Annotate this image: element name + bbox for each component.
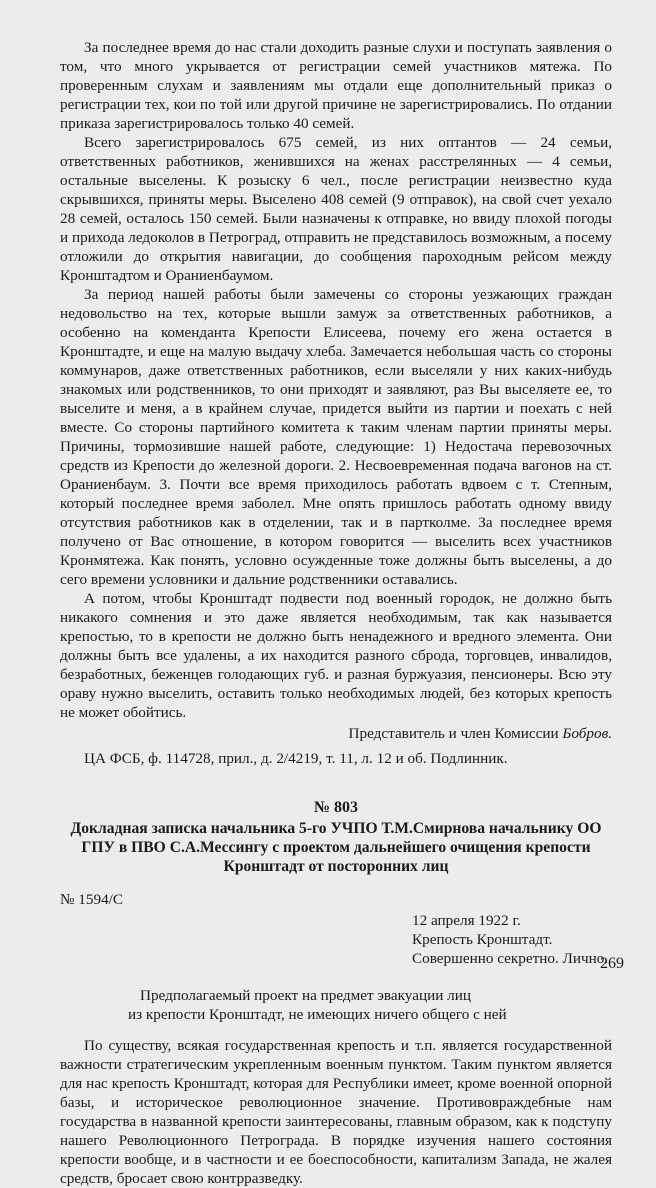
paragraph-5: По существу, всякая государственная крепость и т.п. является государственной важности стратегическим укрепленным военным пунктом. Таким пунктом является для нас крепость Кронштадт, которая для Республики имеет, кроме военной опорной базы, и историческое революционное значение. Противовраждебные нам государства в названной крепости заинтересованы, главным образом, как к подступу нашего Революционного Петрограда. В порядке изучения нашего состояния крепости вообще, и в частности и ее боеспособности, капитализм Запада, не жалея средств, бросает свою контрразведку. [60,1037,612,1187]
paragraph-4: А потом, чтобы Кронштадт подвести под военный городок, не должно быть никакого сомнения и это даже является необходимым, так как называется крепостью, то в крепости не должно быть ненадежного и вредного элемента. Они должны быть все удалены, а их находится разного сброда, торговцев, инвалидов, безработных, беженцев голодающих губ. и разная буржуазия, пенсионеры. Всю эту ораву нужно выселить, оставить только необходимых людей, без которых крепость не может обойтись. [60,590,612,721]
signature-name: Бобров. [562,725,612,742]
registration-number: № 1594/С [60,891,124,908]
signature-text: Представитель и член Комиссии [348,725,563,742]
document-title: Докладная записка начальника 5-го УЧПО Т.М.Смирнова начальнику ОО ГПУ в ПВО С.А.Мессингу с проектом дальнейшего очищения крепости Кронштадт от посторонних лиц [70,820,602,875]
project-heading-line-1: Предполагаемый проект на предмет эвакуации лиц [140,987,471,1004]
page-number: 269 [600,955,624,972]
signature [60,724,612,743]
secrecy-stamp: Совершенно секретно. Лично. [412,950,609,967]
archive-source: ЦА ФСБ, ф. 114728, прил., д. 2/4219, т. 11, л. 12 и об. Подлинник. [84,750,508,767]
document-number: № 803 [313,799,359,816]
document-place: Крепость Кронштадт. [412,931,553,948]
project-heading [60,986,612,1024]
document-date: 12 апреля 1922 г. [412,912,521,929]
document-meta [60,911,612,968]
paragraph-2: Всего зарегистрировалось 675 семей, из них оптантов — 24 семьи, ответственных работников, женившихся на женах расстрелянных — 4 семьи, остальные выселены. К розыску 6 чел., после регистрации неизвестно куда скрывшихся, приняты меры. Выселено 408 семей (9 отправок), на свой счет уехало 28 семей, осталось 150 семей. Были назначены к отправке, но ввиду плохой погоды и прихода ледоколов в Петроград, отправить не представилось возможным, а посему отложили до открытия навигации, до сообщения пароходным рейсом между Кронштадтом и Ораниенбаумом. [60,134,612,284]
paragraph-3: За период нашей работы были замечены со стороны уезжающих граждан недовольство на тех, которые вышли замуж за ответственных работников, а особенно на коменданта Крепости Елисеева, почему его жена остается в Кронштадте, и еще на малую выдачу хлеба. Замечается небольшая часть со стороны коммунаров, даже ответственных работников, если выселяли у них каких-нибудь знакомых или родственников, то они приходят и заявляют, раз Вы выселяете ее, то выселите и меня, а в крайнем случае, придется выйти из партии и поехать с ней вместе. Со стороны партийного комитета к таким членам партии приняты меры. Причины, тормозившие нашей работе, следующие: 1) Недостача перевозочных средств из Крепости до железной дороги. 2. Несвоевременная подача вагонов на ст. Ораниенбаум. 3. Почти все время приходилось работать вдвоем с т. Степным, который последнее время заболел. Мне опять пришлось работать одному ввиду отсутствия работников как в отделении, так и в партколме. За последнее время получено от Вас отношение, в котором говорится — выселить всех участников Кронмятежа. Как понять, условно осужденные тоже должны быть выселены, а до сего времени условники и дальние родственники оставались. [60,286,612,588]
project-heading-line-2: из крепости Кронштадт, не имеющих ничего общего с ней [128,1006,507,1023]
paragraph-1: За последнее время до нас стали доходить разные слухи и поступать заявления о том, что много укрывается от регистрации семей участников мятежа. По проверенным слухам и заявлениям мы отдали еще дополнительный приказ о регистрации тех, кои по той или другой причине не зарегистрировались. По отдании приказа зарегистрировалось только 40 семей. [60,39,612,132]
